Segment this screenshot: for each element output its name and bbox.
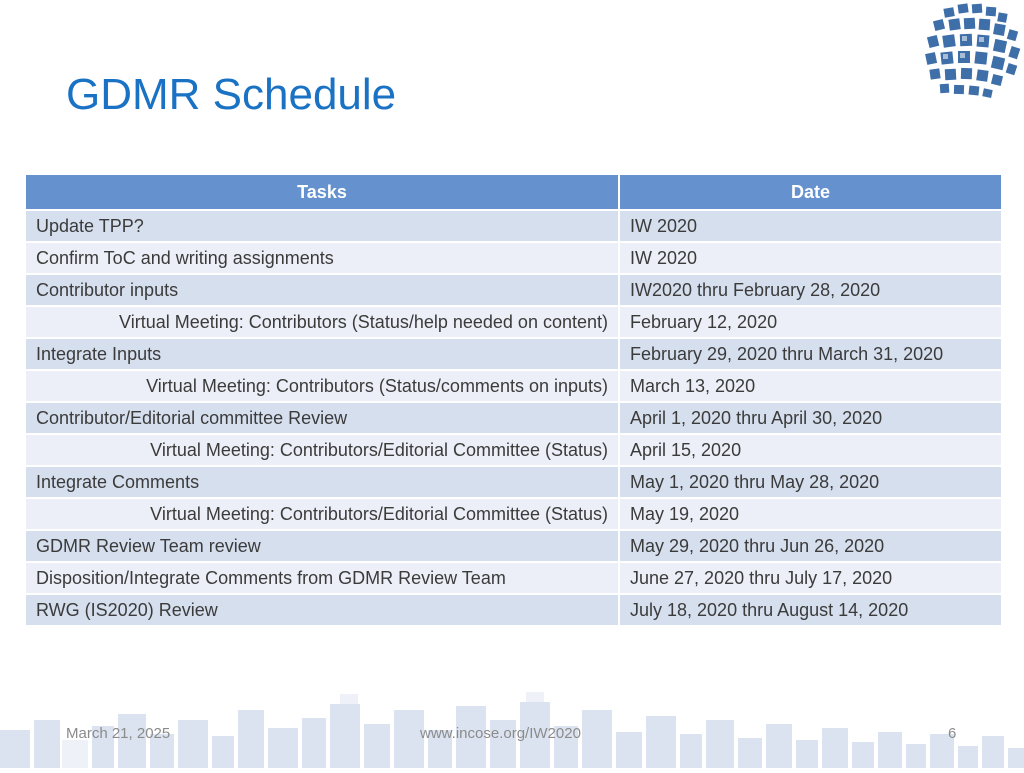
schedule-table-container (24, 173, 1001, 627)
subtask-cell: Virtual Meeting: Contributors (Status/help needed on content) (25, 306, 619, 338)
table-row (25, 370, 1002, 402)
subtask-cell: Virtual Meeting: Contributors/Editorial Committee (Status) (25, 498, 619, 530)
task-cell: Contributor/Editorial committee Review (25, 402, 619, 434)
footer-url[interactable]: www.incose.org/IW2020 (420, 725, 581, 742)
task-cell: Disposition/Integrate Comments from GDMR Review Team (25, 562, 619, 594)
task-cell: Confirm ToC and writing assignments (25, 242, 619, 274)
date-cell: IW 2020 (619, 242, 1002, 274)
date-cell: May 1, 2020 thru May 28, 2020 (619, 466, 1002, 498)
subtask-cell: Virtual Meeting: Contributors (Status/comments on inputs) (25, 370, 619, 402)
date-cell: April 15, 2020 (619, 434, 1002, 466)
task-cell: Integrate Comments (25, 466, 619, 498)
date-cell: February 29, 2020 thru March 31, 2020 (619, 338, 1002, 370)
table-row (25, 466, 1002, 498)
date-cell: April 1, 2020 thru April 30, 2020 (619, 402, 1002, 434)
column-header-tasks: Tasks (25, 174, 619, 210)
incose-cube-logo-icon (918, 0, 1024, 106)
subtask-cell: Virtual Meeting: Contributors/Editorial Committee (Status) (25, 434, 619, 466)
table-row (25, 562, 1002, 594)
date-cell: May 29, 2020 thru Jun 26, 2020 (619, 530, 1002, 562)
date-cell: IW 2020 (619, 210, 1002, 242)
table-row (25, 434, 1002, 466)
table-row (25, 306, 1002, 338)
schedule-table (24, 173, 1003, 627)
date-cell: May 19, 2020 (619, 498, 1002, 530)
date-cell: February 12, 2020 (619, 306, 1002, 338)
slide-title: GDMR Schedule (66, 70, 397, 119)
footer-date: March 21, 2025 (66, 725, 171, 742)
date-cell: March 13, 2020 (619, 370, 1002, 402)
table-row (25, 338, 1002, 370)
table-row (25, 498, 1002, 530)
task-cell: Integrate Inputs (25, 338, 619, 370)
table-row (25, 402, 1002, 434)
date-cell: IW2020 thru February 28, 2020 (619, 274, 1002, 306)
date-cell: July 18, 2020 thru August 14, 2020 (619, 594, 1002, 626)
table-row (25, 530, 1002, 562)
table-row (25, 242, 1002, 274)
table-row (25, 210, 1002, 242)
page-number: 6 (948, 725, 957, 742)
task-cell: RWG (IS2020) Review (25, 594, 619, 626)
task-cell: Update TPP? (25, 210, 619, 242)
table-row (25, 274, 1002, 306)
table-header-row (25, 174, 1002, 210)
date-cell: June 27, 2020 thru July 17, 2020 (619, 562, 1002, 594)
table-row (25, 594, 1002, 626)
column-header-date: Date (619, 174, 1002, 210)
task-cell: Contributor inputs (25, 274, 619, 306)
task-cell: GDMR Review Team review (25, 530, 619, 562)
